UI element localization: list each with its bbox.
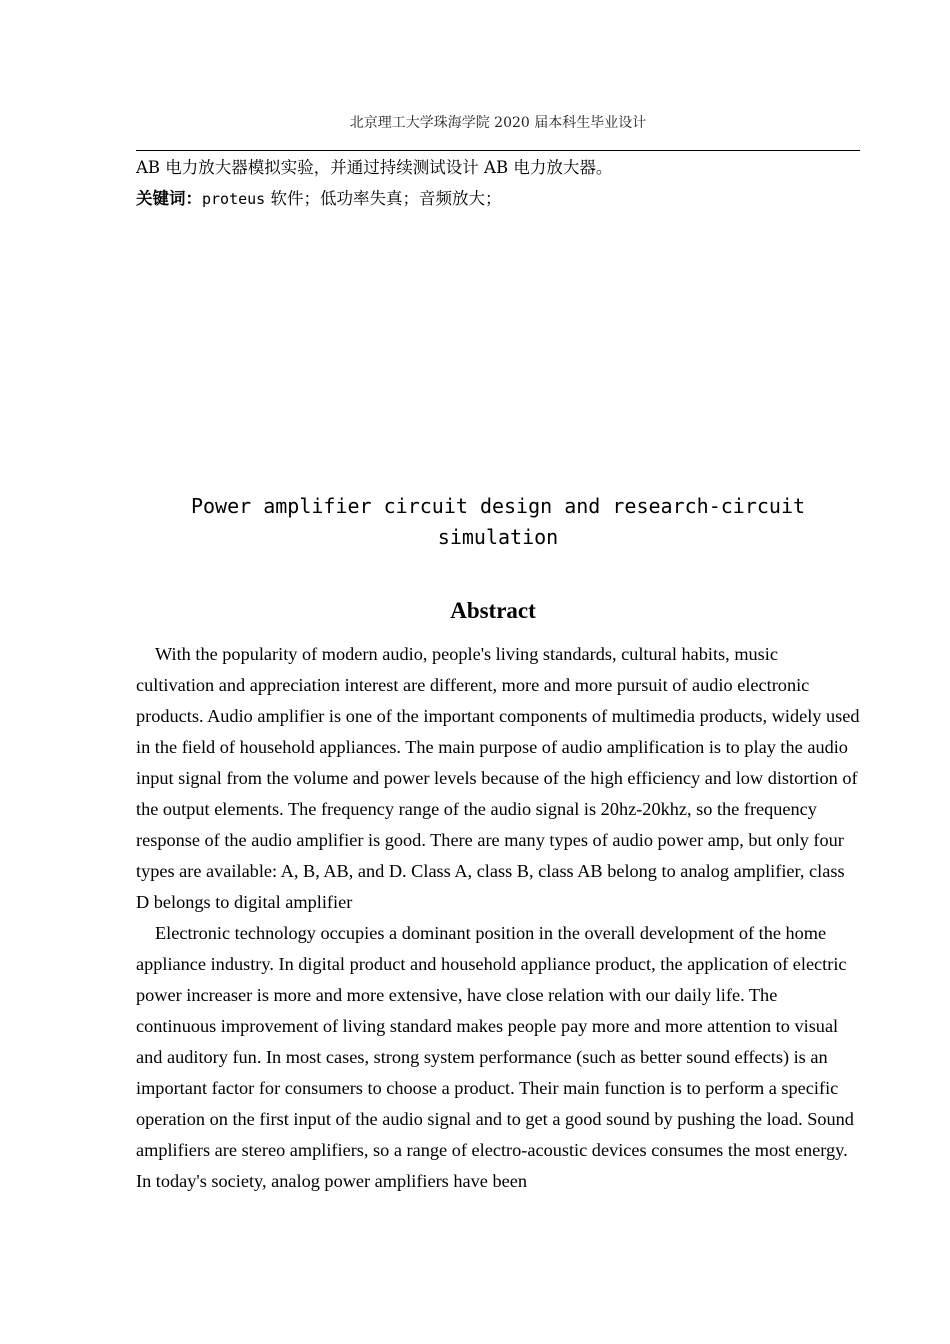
keywords-software: proteus <box>202 190 266 208</box>
keywords-list: 软件；低功率失真；音频放大； <box>265 189 502 208</box>
abstract-paragraph: Electronic technology occupies a dominant position in the overall development of the home appliance industry. In digital product and household appliance product, the application of electric power increaser is more and more extensive, have close relation with our daily life. The continuous improvement of living standard makes people pay more and more attention to visual and auditory fun. In most cases, strong system performance (such as better sound effects) is an important factor for consumers to choose a product. Their main function is to perform a specific operation on the first input of the audio signal and to get a good sound by pushing the load. Sound amplifiers are stereo amplifiers, so a range of electro-acoustic devices consumes the most energy. In today's society, analog power amplifiers have been <box>136 923 854 1191</box>
keywords-line <box>136 187 860 211</box>
keywords-label: 关键词： <box>136 189 202 208</box>
chinese-abstract-last-line: AB 电力放大器模拟实验，并通过持续测试设计 AB 电力放大器。 <box>136 158 613 177</box>
page-header: 北京理工大学珠海学院 2020 届本科生毕业设计 <box>349 115 647 131</box>
header-divider <box>136 150 860 151</box>
abstract-heading: Abstract <box>450 598 536 623</box>
english-title: Power amplifier circuit design and research-circuit simulation <box>190 494 806 549</box>
abstract-body <box>136 639 860 1197</box>
abstract-paragraph: With the popularity of modern audio, people's living standards, cultural habits, music cultivation and appreciation interest are different, more and more pursuit of audio electronic products. Audio amplifier is one of the important components of multimedia products, widely used in the field of household appliances. The main purpose of audio amplification is to play the audio input signal from the volume and power levels because of the high efficiency and low distortion of the output elements. The frequency range of the audio signal is 20hz-20khz, so the frequency response of the audio amplifier is good. There are many types of audio power amp, but only four types are available: A, B, AB, and D. Class A, class B, class AB belong to analog amplifier, class D belongs to digital amplifier <box>136 644 860 912</box>
